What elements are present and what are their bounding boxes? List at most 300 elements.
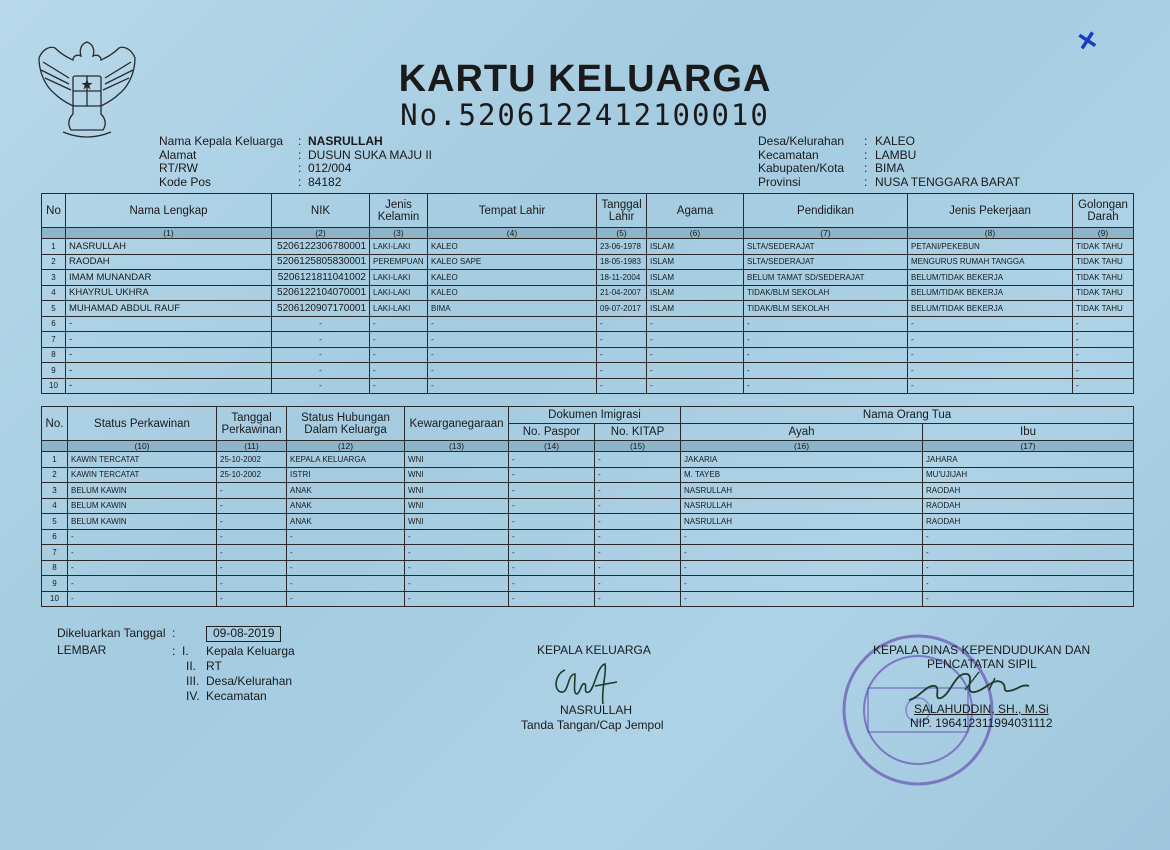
lembar-item: Desa/Kelurahan [206,674,293,688]
cell-no-kitap: - [595,560,681,576]
col-number-blank [42,441,68,452]
col-header-no: No. [42,407,68,441]
table-row [42,301,1134,317]
col-header-dokumen-imigrasi: Dokumen Imigrasi [509,407,681,424]
col-header-ayah: Ayah [681,424,923,441]
cell-status-perkawinan: BELUM KAWIN [68,514,217,530]
table-row [42,378,1134,394]
cell-tanggal-lahir: - [597,347,647,363]
cell-status-hubungan: - [287,591,405,607]
table-row [42,254,1134,270]
lembar-item: Kecamatan [206,689,267,703]
cell-pendidikan: - [744,316,908,332]
cell-no: 5 [42,514,68,530]
cell-kewarganegaraan: WNI [405,467,509,483]
cell-status-perkawinan: - [68,560,217,576]
cell-no: 3 [42,483,68,499]
head-of-family-value: NASRULLAH [308,134,383,148]
cell-status-hubungan: - [287,529,405,545]
table-row [42,576,1134,592]
lembar-item: RT [206,659,222,673]
kepala-keluarga-name: NASRULLAH [560,703,633,717]
cell-nik: - [272,316,370,332]
dinas-title-line1: KEPALA DINAS KEPENDUDUKAN DAN [873,643,1091,657]
col-number: (15) [595,441,681,452]
cell-no: 8 [42,560,68,576]
header-label: Alamat [159,147,197,162]
cell-nama: - [66,332,272,348]
cell-kewarganegaraan: - [405,545,509,561]
family-members-table [41,193,1134,394]
cell-no-paspor: - [509,452,595,468]
col-header-jenis-pekerjaan: Jenis Pekerjaan [908,194,1073,228]
cell-golongan-darah: TIDAK TAHU [1073,301,1134,317]
kepala-keluarga-caption: Tanda Tangan/Cap Jempol [521,718,664,732]
column-number-row [42,228,1134,239]
cell-pendidikan: - [744,332,908,348]
table-row [42,452,1134,468]
cell-ayah: - [681,545,923,561]
cell-status-perkawinan: - [68,576,217,592]
cell-tempat-lahir: - [428,316,597,332]
cell-no: 7 [42,332,66,348]
cell-status-hubungan: KEPALA KELUARGA [287,452,405,468]
cell-ibu: - [923,545,1134,561]
col-header-status-hubungan: Status Hubungan Dalam Keluarga [287,407,405,441]
cell-status-perkawinan: - [68,545,217,561]
cell-ayah: M. TAYEB [681,467,923,483]
table-row [42,332,1134,348]
col-header-tanggal-perkawinan: Tanggal Perkawinan [217,407,287,441]
cell-status-hubungan: - [287,545,405,561]
cell-nama: RAODAH [66,254,272,270]
cell-status-hubungan: ANAK [287,483,405,499]
cell-pendidikan: - [744,363,908,379]
table-row [42,239,1134,255]
cell-nama: IMAM MUNANDAR [66,270,272,286]
header-left-colons: : : : : [298,134,302,189]
cell-status-perkawinan: - [68,591,217,607]
cell-nama: - [66,378,272,394]
cell-no: 5 [42,301,66,317]
cell-no: 1 [42,239,66,255]
cell-ayah: JAKARIA [681,452,923,468]
cell-tanggal-perkawinan: - [217,529,287,545]
cell-pekerjaan: BELUM/TIDAK BEKERJA [908,270,1073,286]
cell-ibu: JAHARA [923,452,1134,468]
dinas-title-line2: PENCATATAN SIPIL [927,657,1037,671]
cell-tempat-lahir: KALEO [428,270,597,286]
address-value: DUSUN SUKA MAJU II [308,147,433,162]
cell-ibu: RAODAH [923,514,1134,530]
cell-pekerjaan: BELUM/TIDAK BEKERJA [908,301,1073,317]
cell-ibu: RAODAH [923,483,1134,499]
dinas-official-name: SALAHUDDIN, SH., M.Si [914,702,1049,716]
cell-kewarganegaraan: - [405,591,509,607]
cell-tempat-lahir: KALEO [428,285,597,301]
cell-golongan-darah: TIDAK TAHU [1073,254,1134,270]
table-row [42,498,1134,514]
document-title: KARTU KELUARGA [398,58,772,100]
cell-agama: ISLAM [647,270,744,286]
cell-jenis-kelamin: - [370,316,428,332]
cell-tempat-lahir: - [428,347,597,363]
cell-jenis-kelamin: LAKI-LAKI [370,270,428,286]
cell-tanggal-lahir: 21-04-2007 [597,285,647,301]
cell-jenis-kelamin: - [370,378,428,394]
cell-kewarganegaraan: WNI [405,452,509,468]
cell-tempat-lahir: BIMA [428,301,597,317]
cell-tanggal-perkawinan: - [217,514,287,530]
header-label: Nama Kepala Keluarga [159,134,284,148]
cell-tempat-lahir: KALEO SAPE [428,254,597,270]
col-number: (11) [217,441,287,452]
lembar-label: LEMBAR [57,643,107,657]
cell-pendidikan: SLTA/SEDERAJAT [744,239,908,255]
cell-no-kitap: - [595,452,681,468]
cell-pekerjaan: - [908,363,1073,379]
header-label: RT/RW [159,161,198,175]
cell-nik: - [272,363,370,379]
province-value: NUSA TENGGARA BARAT [875,174,1020,189]
cell-agama: ISLAM [647,254,744,270]
cell-no: 6 [42,529,68,545]
cell-no: 2 [42,467,68,483]
lembar-roman: II. [186,659,197,673]
cell-tanggal-lahir: 18-05-1983 [597,254,647,270]
cell-status-hubungan: ISTRI [287,467,405,483]
col-header-status-perkawinan: Status Perkawinan [68,407,217,441]
cell-tanggal-lahir: - [597,316,647,332]
table-row [42,285,1134,301]
header-label: Desa/Kelurahan [758,134,845,148]
cell-ibu: RAODAH [923,498,1134,514]
cell-status-perkawinan: BELUM KAWIN [68,498,217,514]
cell-tanggal-lahir: - [597,332,647,348]
family-status-table [41,406,1134,607]
col-number: (3) [370,228,428,239]
cell-no-paspor: - [509,545,595,561]
cell-ayah: NASRULLAH [681,483,923,499]
cell-nama: - [66,316,272,332]
col-header-no-kitap: No. KITAP [595,424,681,441]
cell-no: 9 [42,363,66,379]
cell-nama: KHAYRUL UKHRA [66,285,272,301]
cell-pekerjaan: - [908,332,1073,348]
col-number: (7) [744,228,908,239]
cell-tanggal-perkawinan: - [217,545,287,561]
cell-golongan-darah: TIDAK TAHU [1073,239,1134,255]
cell-status-perkawinan: KAWIN TERCATAT [68,452,217,468]
cell-tempat-lahir: - [428,363,597,379]
lembar-roman: IV. [186,689,200,703]
col-number: (16) [681,441,923,452]
cell-status-hubungan: ANAK [287,498,405,514]
cell-no: 10 [42,378,66,394]
col-number-blank [42,228,66,239]
kepala-keluarga-title: KEPALA KELUARGA [537,643,651,657]
col-header-tanggal-lahir: Tanggal Lahir [597,194,647,228]
cell-tanggal-perkawinan: - [217,576,287,592]
cell-no-paspor: - [509,498,595,514]
cell-no-paspor: - [509,560,595,576]
cell-pendidikan: - [744,347,908,363]
cell-nik: 5206122104070001 [272,285,370,301]
cell-no-kitap: - [595,576,681,592]
head-of-family-signature-icon [545,660,625,708]
cell-ibu: - [923,560,1134,576]
col-header-kewarganegaraan: Kewarganegaraan [405,407,509,441]
cell-status-hubungan: - [287,560,405,576]
district-value: LAMBU [875,147,917,162]
col-number: (8) [908,228,1073,239]
table-row [42,467,1134,483]
col-header-nama: Nama Lengkap [66,194,272,228]
header-right-labels [758,135,844,189]
col-header-agama: Agama [647,194,744,228]
cell-no: 6 [42,316,66,332]
col-number: (1) [66,228,272,239]
header-right-values [875,135,1020,189]
cell-tanggal-lahir: - [597,378,647,394]
col-number: (6) [647,228,744,239]
cell-jenis-kelamin: - [370,347,428,363]
cell-golongan-darah: TIDAK TAHU [1073,270,1134,286]
cell-ayah: - [681,529,923,545]
cell-pendidikan: SLTA/SEDERAJAT [744,254,908,270]
cell-tempat-lahir: KALEO [428,239,597,255]
cell-tanggal-perkawinan: 25-10-2002 [217,452,287,468]
cell-kewarganegaraan: WNI [405,498,509,514]
header-label: Kode Pos [159,174,212,189]
cell-no-kitap: - [595,529,681,545]
village-value: KALEO [875,134,916,148]
cell-no-kitap: - [595,545,681,561]
cell-tanggal-perkawinan: - [217,591,287,607]
cell-pendidikan: TIDAK/BLM SEKOLAH [744,301,908,317]
table-row [42,514,1134,530]
cell-ibu: MU'UJIJAH [923,467,1134,483]
rt-rw-value: 012/004 [308,161,352,175]
cell-golongan-darah: - [1073,332,1134,348]
col-number: (10) [68,441,217,452]
table-row [42,347,1134,363]
table-row [42,591,1134,607]
cell-pekerjaan: MENGURUS RUMAH TANGGA [908,254,1073,270]
cell-jenis-kelamin: LAKI-LAKI [370,301,428,317]
header-right-colons: : : : : [864,134,868,189]
cell-pekerjaan: - [908,347,1073,363]
pen-mark: × [1074,20,1101,60]
col-header-no-paspor: No. Paspor [509,424,595,441]
postal-code-value: 84182 [308,174,342,189]
cell-no: 4 [42,498,68,514]
cell-agama: - [647,378,744,394]
cell-no-kitap: - [595,498,681,514]
header-left-values [308,135,432,189]
cell-no: 4 [42,285,66,301]
cell-tempat-lahir: - [428,332,597,348]
cell-jenis-kelamin: LAKI-LAKI [370,285,428,301]
table-row [42,545,1134,561]
cell-pekerjaan: - [908,316,1073,332]
cell-nama: - [66,347,272,363]
cell-no: 8 [42,347,66,363]
cell-no: 1 [42,452,68,468]
cell-nik: - [272,347,370,363]
cell-nik: 5206120907170001 [272,301,370,317]
cell-nik: - [272,332,370,348]
cell-no-paspor: - [509,483,595,499]
cell-agama: - [647,363,744,379]
cell-status-perkawinan: BELUM KAWIN [68,483,217,499]
table-row [42,270,1134,286]
lembar-item: Kepala Keluarga [206,644,295,658]
lembar-list: : I. Kepala Keluarga II. RT III. Desa/Kelurahan IV. Kecamatan [172,644,295,703]
header-label: Kecamatan [758,147,819,162]
col-number: (2) [272,228,370,239]
cell-nama: - [66,363,272,379]
col-number: (17) [923,441,1134,452]
col-number: (14) [509,441,595,452]
header-left-labels [159,135,283,189]
cell-tanggal-perkawinan: - [217,483,287,499]
cell-agama: ISLAM [647,285,744,301]
cell-nik: 5206125805830001 [272,254,370,270]
header-label: Provinsi [758,174,801,189]
cell-golongan-darah: - [1073,378,1134,394]
cell-agama: ISLAM [647,301,744,317]
cell-pekerjaan: BELUM/TIDAK BEKERJA [908,285,1073,301]
cell-status-hubungan: - [287,576,405,592]
document-number: No.5206122412100010 [400,98,770,132]
cell-jenis-kelamin: - [370,363,428,379]
cell-agama: - [647,316,744,332]
cell-no-paspor: - [509,467,595,483]
col-header-nama-orang-tua: Nama Orang Tua [681,407,1134,424]
cell-tanggal-lahir: 09-07-2017 [597,301,647,317]
col-number: (5) [597,228,647,239]
cell-status-perkawinan: - [68,529,217,545]
cell-ibu: - [923,591,1134,607]
table-row [42,316,1134,332]
cell-no-kitap: - [595,467,681,483]
cell-tanggal-perkawinan: 25-10-2002 [217,467,287,483]
cell-kewarganegaraan: WNI [405,483,509,499]
cell-ayah: NASRULLAH [681,514,923,530]
cell-golongan-darah: - [1073,316,1134,332]
cell-no: 10 [42,591,68,607]
cell-pekerjaan: PETANI/PEKEBUN [908,239,1073,255]
table-row [42,363,1134,379]
regency-value: BIMA [875,161,905,175]
col-number: (12) [287,441,405,452]
cell-kewarganegaraan: WNI [405,514,509,530]
table-row [42,483,1134,499]
cell-no-kitap: - [595,591,681,607]
cell-ayah: - [681,576,923,592]
dinas-official-nip: NIP. 196412311994031112 [910,716,1053,730]
cell-no-paspor: - [509,529,595,545]
cell-nik: 5206122306780001 [272,239,370,255]
cell-kewarganegaraan: - [405,576,509,592]
cell-no-paspor: - [509,514,595,530]
cell-golongan-darah: - [1073,347,1134,363]
issued-date-value: 09-08-2019 [206,626,281,642]
header-label: Kabupaten/Kota [758,161,845,175]
lembar-roman: III. [186,674,200,688]
col-number: (4) [428,228,597,239]
cell-pendidikan: BELUM TAMAT SD/SEDERAJAT [744,270,908,286]
cell-kewarganegaraan: - [405,529,509,545]
cell-no: 2 [42,254,66,270]
cell-agama: - [647,332,744,348]
cell-tanggal-perkawinan: - [217,560,287,576]
cell-agama: ISLAM [647,239,744,255]
cell-ayah: NASRULLAH [681,498,923,514]
col-header-tempat-lahir: Tempat Lahir [428,194,597,228]
cell-no-kitap: - [595,514,681,530]
cell-pendidikan: - [744,378,908,394]
cell-tanggal-lahir: 23-06-1978 [597,239,647,255]
cell-ibu: - [923,529,1134,545]
cell-no: 3 [42,270,66,286]
table-row [42,560,1134,576]
cell-kewarganegaraan: - [405,560,509,576]
kartu-keluarga-document: KARTU KELUARGA No.5206122412100010 × Nama Kepala Keluarga Alamat RT/RW Kode Pos : : : : NASRULLAH DUSUN SUKA MAJU II 012/004 84182 Desa/Kelurahan Kecamatan Kabupaten/Kota Provinsi : : : : KALEO LAMBU BIMA NUSA TENGGARA BARAT No Nama Lengkap NIK Jenis Kelamin Tempat Lahir Tanggal Lahir Agama Pendidikan Jenis Pekerjaan Golongan Darah (1) (2) (3) (4) (5) (6) (7) (8) (9) 1 NASRULLAH 5206122306780001 LAKI-LAKI KALEO 23-06-1978 ISLAM SLTA/SEDERAJAT PETANI/PEKEBUN TIDAK TAHU 2 RAODAH 5206125805830001 PEREMPUAN KALEO SAPE 18-05-1983 ISLAM SLTA/SEDERAJAT MENGURUS RUMAH TANGGA TIDAK TAHU 3 IMAM MUNANDAR 5206121811041002 LAKI-LAKI KALEO 18-11-2004 ISLAM BELUM TAMAT SD/SEDERAJAT BELUM/TIDAK BEKERJA TIDAK TAHU 4 KHAYRUL UKHRA 5206122104070001 LAKI-LAKI KALEO 21-04-2007 ISLAM TIDAK/BLM SEKOLAH BELUM/TIDAK BEKERJA TIDAK TAHU 5 MUHAMAD ABDUL RAUF 5206120907170001 LAKI-LAKI BIMA 09-07-2017 ISLAM TIDAK/BLM SEKOLAH BELUM/TIDAK BEKERJA TIDAK TAHU 6 - - - - - - - - - 7 - - - - - - - - - 8 - - - - - - - - - 9 - - - - - - - - - 10 - - - - - - - - - No. Status Perkawinan Tanggal Perkawinan Status Hubungan Dalam Keluarga Kewarganegaraan Dokumen Imigrasi Nama Orang Tua No. Paspor No. KITAP Ayah Ibu (10) (11) (12) (13) (14) (15) (16) (17) 1 KAWIN TERCATAT 25-10-2002 KEPALA KELUARGA WNI - - JAKARIA JAHARA 2 KAWIN TERCATAT 25-10-2002 ISTRI WNI - - M. TAYEB MU'UJIJAH 3 BELUM KAWIN - ANAK WNI - - NASRULLAH RAODAH 4 BELUM KAWIN - ANAK WNI - - NASRULLAH RAODAH 5 BELUM KAWIN - ANAK WNI - - NASRULLAH RAODAH 6 - - - - - - - - 7 - - - - - - - - 8 - - - - - - - - 9 - - - - - - - - 10 - - - - - - - - Dikeluarkan Tanggal : 09-08-2019 LEMBAR : I. Kepala Keluarga II. RT III. Desa/Kelurahan IV. Kecamatan KEPALA KELUARGA NASRULLAH Tanda Tangan/Cap Jempol KEPALA DINAS KEPENDUDUKAN DAN PENCATATAN SIPIL SALAHUDDIN, SH., M.Si NIP. 196412311994031112 [0,0,1170,850]
cell-golongan-darah: TIDAK TAHU [1073,285,1134,301]
cell-status-hubungan: ANAK [287,514,405,530]
col-header-jenis-kelamin: Jenis Kelamin [370,194,428,228]
cell-no: 7 [42,545,68,561]
cell-nama: NASRULLAH [66,239,272,255]
col-header-nik: NIK [272,194,370,228]
table-row [42,529,1134,545]
lembar-roman: I. [182,644,189,658]
issued-date-label: Dikeluarkan Tanggal [57,626,166,640]
cell-no-paspor: - [509,576,595,592]
col-number: (9) [1073,228,1134,239]
column-number-row [42,441,1134,452]
cell-jenis-kelamin: - [370,332,428,348]
col-header-golongan-darah: Golongan Darah [1073,194,1134,228]
cell-ibu: - [923,576,1134,592]
cell-golongan-darah: - [1073,363,1134,379]
cell-no-kitap: - [595,483,681,499]
cell-status-perkawinan: KAWIN TERCATAT [68,467,217,483]
cell-no: 9 [42,576,68,592]
col-number: (13) [405,441,509,452]
cell-pekerjaan: - [908,378,1073,394]
cell-tanggal-lahir: 18-11-2004 [597,270,647,286]
col-header-pendidikan: Pendidikan [744,194,908,228]
cell-nama: MUHAMAD ABDUL RAUF [66,301,272,317]
cell-agama: - [647,347,744,363]
col-header-ibu: Ibu [923,424,1134,441]
cell-tanggal-perkawinan: - [217,498,287,514]
cell-nik: 5206121811041002 [272,270,370,286]
cell-ayah: - [681,560,923,576]
cell-tempat-lahir: - [428,378,597,394]
cell-nik: - [272,378,370,394]
cell-no-paspor: - [509,591,595,607]
cell-tanggal-lahir: - [597,363,647,379]
cell-ayah: - [681,591,923,607]
col-header-no: No [42,194,66,228]
cell-pendidikan: TIDAK/BLM SEKOLAH [744,285,908,301]
cell-jenis-kelamin: LAKI-LAKI [370,239,428,255]
cell-jenis-kelamin: PEREMPUAN [370,254,428,270]
